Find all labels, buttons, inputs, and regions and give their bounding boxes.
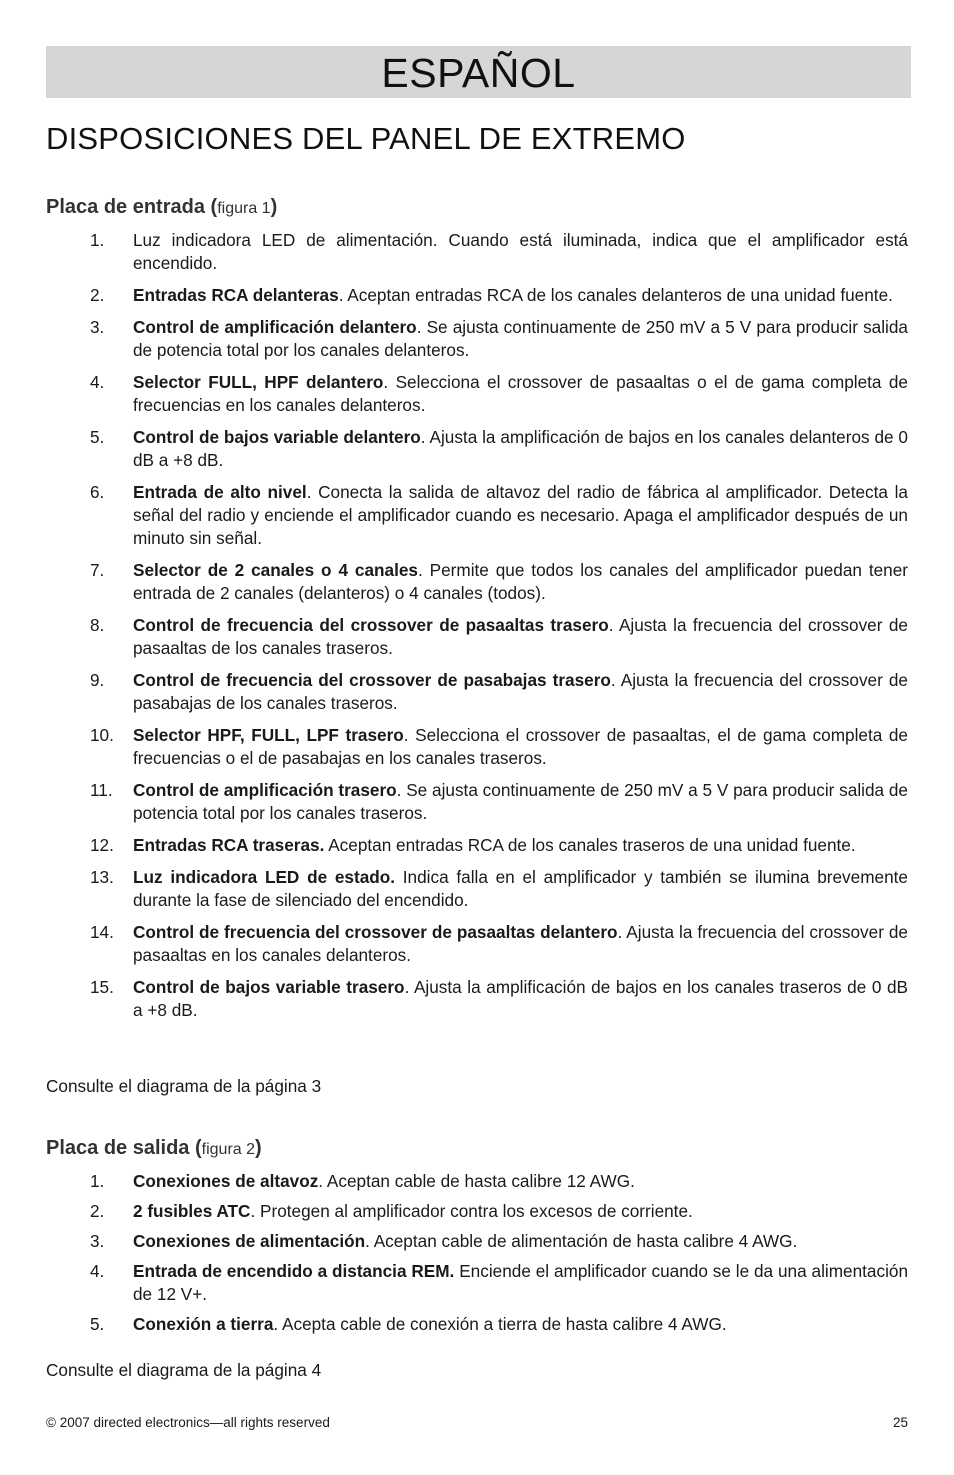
input-plate-open-paren: ( <box>210 196 218 218</box>
list-item <box>46 284 908 307</box>
output-plate-list <box>46 1170 908 1343</box>
list-item-description: Aceptan entradas RCA de los canales traseros de una unidad fuente. <box>324 835 856 855</box>
language-title: ESPAÑOL <box>381 50 576 96</box>
list-item-number: 1. <box>90 230 105 250</box>
output-plate-heading-text: Placa de salida <box>46 1137 190 1159</box>
list-item <box>46 559 908 605</box>
list-item <box>46 371 908 417</box>
list-item-description: . Ajusta la amplificación de bajos en los canales traseros de 0 dB a +8 dB. <box>133 977 908 1020</box>
list-item-number: 13. <box>90 867 114 887</box>
list-item-term: Entrada de encendido a distancia REM. <box>133 1261 455 1281</box>
output-plate-open-paren: ( <box>194 1137 202 1159</box>
list-item-description: . Ajusta la amplificación de bajos en los canales delanteros de 0 dB a +8 dB. <box>133 427 908 470</box>
section-title: DISPOSICIONES DEL PANEL DE EXTREMO <box>46 121 686 156</box>
list-item-number: 2. <box>90 1201 105 1221</box>
output-plate-figure-ref: figura 2 <box>201 1141 256 1158</box>
list-item <box>46 316 908 362</box>
list-item-number: 6. <box>90 482 105 502</box>
list-item-number: 15. <box>90 977 114 997</box>
list-item <box>46 1170 908 1193</box>
list-item-number: 1. <box>90 1171 105 1191</box>
list-item-term: Luz indicadora LED de estado. <box>133 867 396 887</box>
list-item-number: 2. <box>90 285 105 305</box>
list-item <box>46 921 908 967</box>
input-plate-heading <box>46 193 277 223</box>
list-item-term: Control de frecuencia del crossover de pasaaltas delantero <box>133 922 618 942</box>
list-item-description: . Ajusta la frecuencia del crossover de pasaaltas en los canales delanteros. <box>133 922 908 965</box>
list-item-description: . Aceptan cable de alimentación de hasta calibre 4 AWG. <box>365 1231 798 1251</box>
output-plate-heading <box>46 1134 262 1164</box>
list-item-description: . Se ajusta continuamente de 250 mV a 5 V para producir salida de potencia total por los canales delanteros. <box>133 317 908 360</box>
footer-copyright: © 2007 directed electronics—all rights reserved <box>46 1415 330 1430</box>
list-item-number: 8. <box>90 615 105 635</box>
list-item-number: 4. <box>90 1261 105 1281</box>
output-plate-close-paren: ) <box>255 1137 262 1159</box>
list-item-term: Selector HPF, FULL, LPF trasero <box>133 725 404 745</box>
list-item-description: . Se ajusta continuamente de 250 mV a 5 V para producir salida de potencia total por los canales traseros. <box>133 780 908 823</box>
list-item-term: Selector de 2 canales o 4 canales <box>133 560 418 580</box>
list-item <box>46 834 908 857</box>
list-item-number: 11. <box>90 780 113 800</box>
list-item <box>46 1200 908 1223</box>
list-item-term: Control de amplificación trasero <box>133 780 397 800</box>
list-item-term: Control de bajos variable trasero <box>133 977 405 997</box>
list-item-number: 3. <box>90 1231 105 1251</box>
page-number: 25 <box>892 1415 908 1430</box>
list-item <box>46 976 908 1022</box>
list-item-description: . Selecciona el crossover de pasaaltas o el de gama completa de frecuencias en los canales delanteros. <box>133 372 908 415</box>
list-item-number: 14. <box>90 922 114 942</box>
list-item <box>46 1260 908 1306</box>
list-item-number: 4. <box>90 372 105 392</box>
list-item <box>46 1230 908 1253</box>
list-item <box>46 866 908 912</box>
list-item-term: Control de frecuencia del crossover de pasaaltas trasero <box>133 615 609 635</box>
list-item-description: . Aceptan entradas RCA de los canales delanteros de una unidad fuente. <box>338 285 893 305</box>
input-plate-list <box>46 229 908 1031</box>
list-item-number: 7. <box>90 560 105 580</box>
list-item <box>46 229 908 275</box>
output-plate-note: Consulte el diagrama de la página 4 <box>46 1360 322 1380</box>
list-item-description: Enciende el amplificador cuando se le da una alimentación de 12 V+. <box>133 1261 908 1304</box>
list-item <box>46 779 908 825</box>
list-item-description: . Acepta cable de conexión a tierra de hasta calibre 4 AWG. <box>273 1314 727 1334</box>
list-item-term: Conexiones de alimentación <box>133 1231 366 1251</box>
list-item-number: 3. <box>90 317 105 337</box>
list-item-number: 5. <box>90 1314 105 1334</box>
list-item <box>46 1313 908 1336</box>
list-item-number: 9. <box>90 670 105 690</box>
list-item-term: Control de frecuencia del crossover de pasabajas trasero <box>133 670 611 690</box>
list-item <box>46 481 908 550</box>
list-item-term: Control de amplificación delantero <box>133 317 417 337</box>
list-item-term: Conexión a tierra <box>133 1314 274 1334</box>
list-item-number: 5. <box>90 427 105 447</box>
list-item-description: . Ajusta la frecuencia del crossover de pasaaltas de los canales traseros. <box>133 615 908 658</box>
list-item-term: Entradas RCA traseras. <box>133 835 325 855</box>
list-item-number: 10. <box>90 725 114 745</box>
list-item-term: Selector FULL, HPF delantero <box>133 372 384 392</box>
list-item-term: Control de bajos variable delantero <box>133 427 421 447</box>
list-item-description: . Conecta la salida de altavoz del radio de fábrica al amplificador. Detecta la señal del radio y enciende el amplificador cuando es necesario. Apaga el amplificador después de un minuto sin señal. <box>133 482 908 548</box>
input-plate-heading-text: Placa de entrada <box>46 196 205 218</box>
list-item-number: 12. <box>90 835 114 855</box>
list-item-term: Entradas RCA delanteras <box>133 285 339 305</box>
input-plate-note: Consulte el diagrama de la página 3 <box>46 1076 322 1096</box>
list-item <box>46 724 908 770</box>
language-header-bar <box>46 46 911 98</box>
list-item <box>46 426 908 472</box>
list-item-description: Indica falla en el amplificador y también se ilumina brevemente durante la fase de silenciado del encendido. <box>133 867 908 910</box>
list-item-term: Entrada de alto nivel <box>133 482 307 502</box>
list-item-description: . Protegen al amplificador contra los excesos de corriente. <box>250 1201 693 1221</box>
list-item-description: . Aceptan cable de hasta calibre 12 AWG. <box>318 1171 635 1191</box>
list-item <box>46 669 908 715</box>
list-item-term: 2 fusibles ATC <box>133 1201 251 1221</box>
list-item-description: Luz indicadora LED de alimentación. Cuando está iluminada, indica que el amplificador está encendido. <box>133 230 908 273</box>
input-plate-close-paren: ) <box>270 196 278 218</box>
list-item-description: . Permite que todos los canales del amplificador puedan tener entrada de 2 canales (delanteros) o 4 canales (todos). <box>133 560 909 603</box>
list-item <box>46 614 908 660</box>
input-plate-figure-ref: figura 1 <box>217 200 271 217</box>
list-item-term: Conexiones de altavoz <box>133 1171 319 1191</box>
list-item-description: . Ajusta la frecuencia del crossover de pasabajas de los canales traseros. <box>133 670 908 713</box>
list-item-description: . Selecciona el crossover de pasaaltas, el de gama completa de frecuencias o el de pasabajas en los canales traseros. <box>133 725 908 768</box>
